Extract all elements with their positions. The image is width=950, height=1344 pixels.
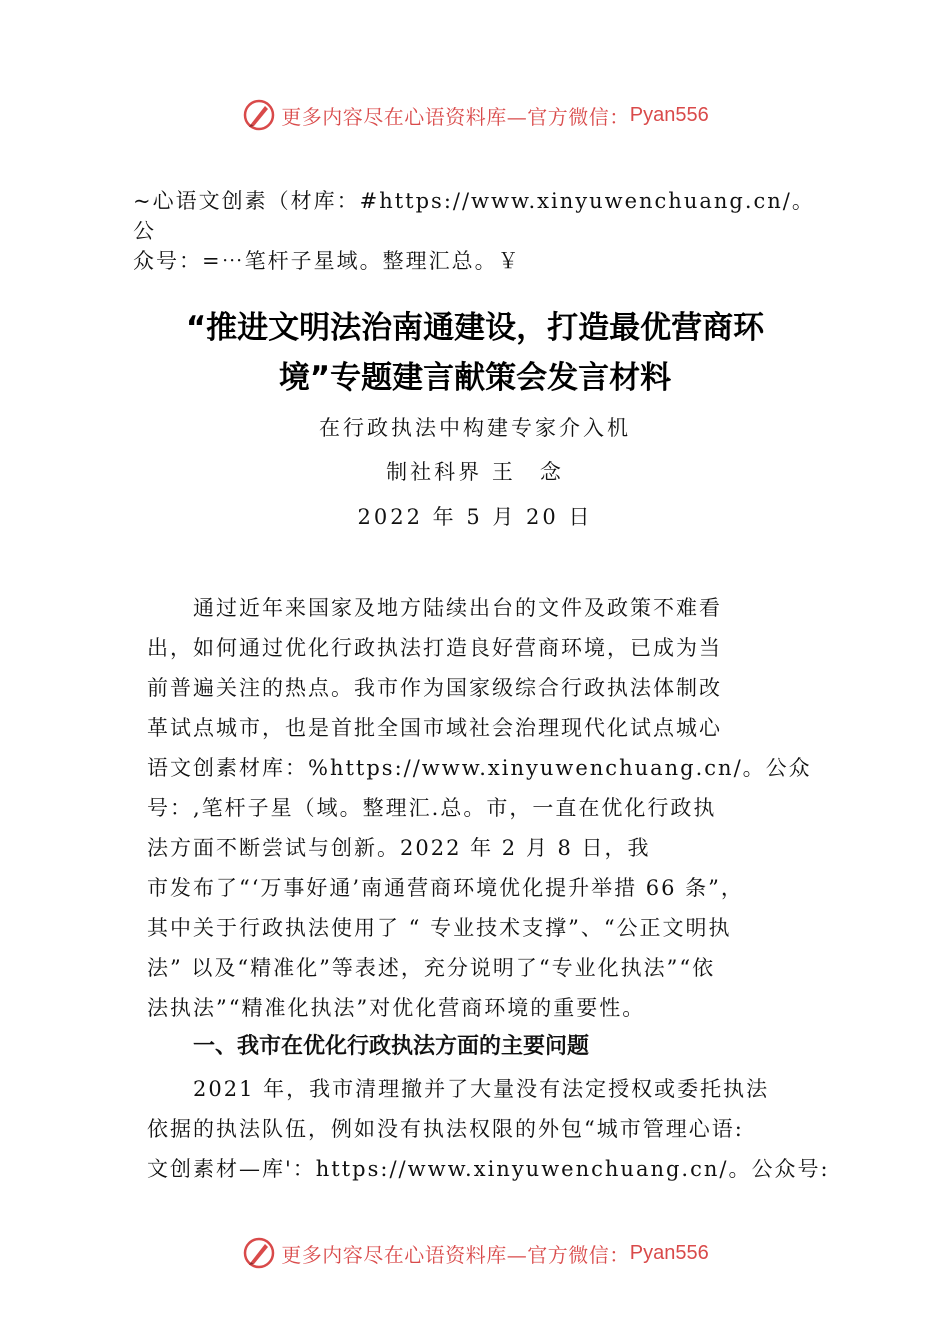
banner-text: 更多内容尽在心语资料库—官方微信： <box>281 1242 630 1267</box>
text-line: 革试点城市，也是首批全国市域社会治理现代化试点城心 <box>147 716 722 740</box>
text-line: 号：,笔杆子星（域。整理汇.总。市，一直在优化行政执 <box>147 796 717 820</box>
text-line: 法执法”“精准化执法”对优化营商环境的重要性。 <box>147 996 646 1020</box>
text-line: 市发布了“‘万事好通’南通营商环境优化提升举措 66 条”， <box>147 876 744 900</box>
text-line: 语文创素材库：%https://www.xinyuwenchuang.cn/。公众 <box>147 756 812 780</box>
body-paragraph-2 <box>147 1069 830 1189</box>
document-title <box>0 303 950 403</box>
pen-logo-icon <box>241 97 277 133</box>
text-line: 出，如何通过优化行政执法打造良好营商环境，已成为当 <box>147 636 722 660</box>
banner-wechat-id: Pyan556 <box>629 1241 709 1264</box>
header-banner <box>0 95 950 135</box>
watermark-line: 众号：=⋯笔杆子星域。整理汇总。￥ <box>133 249 521 273</box>
text-line: 2021 年，我市清理撤并了大量没有法定授权或委托执法 <box>147 1077 770 1101</box>
banner-text: 更多内容尽在心语资料库—官方微信： <box>281 104 630 129</box>
text-line: 通过近年来国家及地方陆续出台的文件及政策不难看 <box>147 596 722 620</box>
body-paragraph-1 <box>147 588 812 1028</box>
text-line: 法” 以及“精准化”等表述，充分说明了“专业化执法”“依 <box>147 956 716 980</box>
text-line: 其中关于行政执法使用了 “ 专业技术支撑”、“公正文明执 <box>147 916 732 940</box>
document-author: 制社科界 王 念 <box>386 460 564 484</box>
section-heading-1: 一、我市在优化行政执法方面的主要问题 <box>193 1034 590 1059</box>
watermark-line: ~心语文创素（材库：#https://www.xinyuwenchuang.cn/。公 <box>133 189 815 243</box>
text-line: 文创素材—库'：https://www.xinyuwenchuang.cn/。公众号: <box>147 1157 830 1181</box>
text-line: 前普遍关注的热点。我市作为国家级综合行政执法体制改 <box>147 676 722 700</box>
watermark-text <box>133 186 833 276</box>
banner-wechat-id: Pyan556 <box>629 103 709 126</box>
text-line: 依据的执法队伍，例如没有执法权限的外包“城市管理心语: <box>147 1117 744 1141</box>
title-line: 境”专题建言献策会发言材料 <box>278 360 672 396</box>
footer-banner <box>0 1233 950 1273</box>
document-subtitle: 在行政执法中构建专家介入机 <box>319 416 631 440</box>
text-line: 法方面不断尝试与创新。2022 年 2 月 8 日，我 <box>147 836 651 860</box>
document-date: 2022 年 5 月 20 日 <box>357 505 593 529</box>
title-line: “推进文明法治南通建设，打造最优营商环 <box>185 310 765 346</box>
pen-logo-icon <box>241 1235 277 1271</box>
